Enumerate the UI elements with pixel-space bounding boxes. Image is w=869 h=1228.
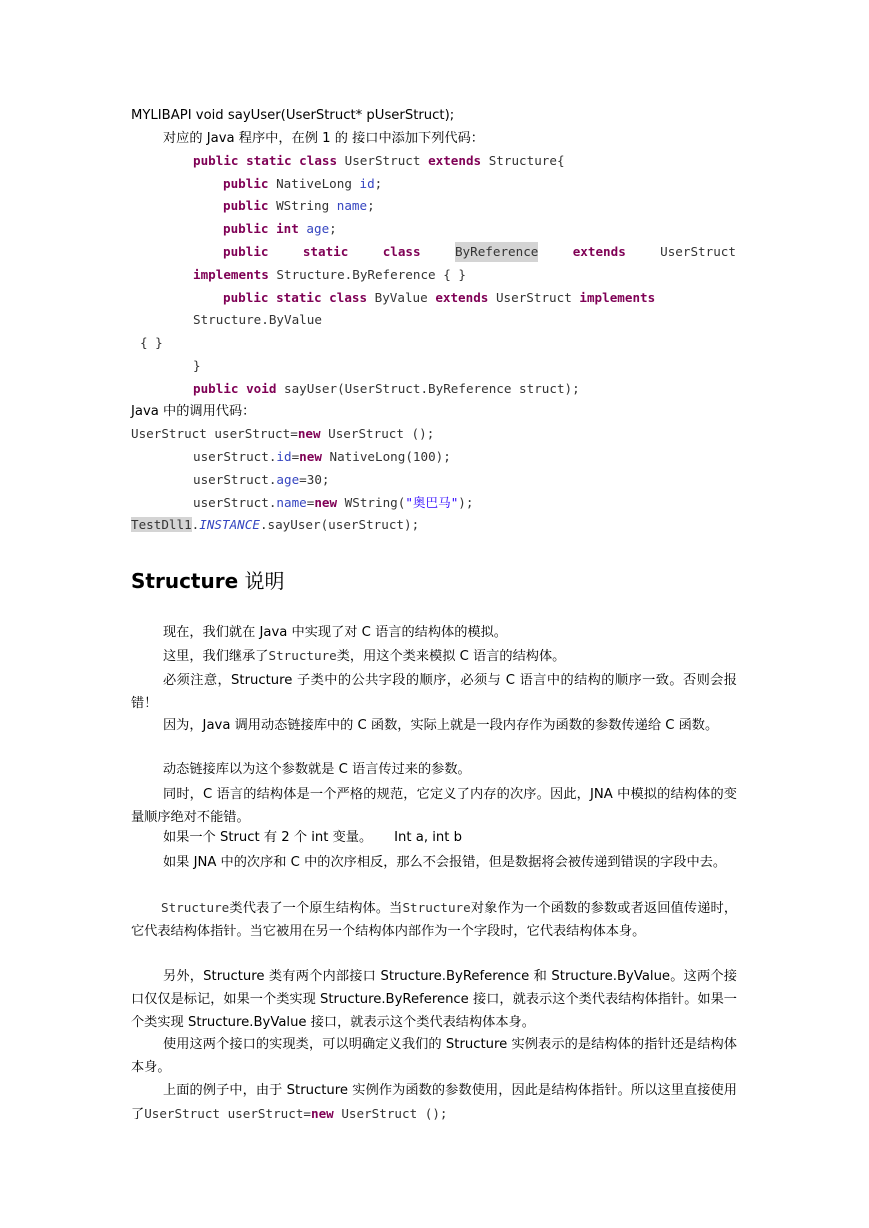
code-line-structure-byvalue: Structure.ByValue <box>193 312 322 327</box>
keyword: public <box>223 244 269 259</box>
inline-code: UserStruct (); <box>333 1106 448 1121</box>
paragraph-3: 必须注意，Structure 子类中的公共字段的顺序，必须与 C 语言中的结构的顺序一致。否则会报错！ <box>131 673 737 711</box>
keyword: static <box>302 244 349 259</box>
keyword: public <box>223 198 269 213</box>
code-text: Structure{ <box>481 153 565 168</box>
code-text: UserStruct <box>660 244 736 259</box>
code-text: WString <box>268 198 337 213</box>
keyword: extends <box>435 290 489 305</box>
keyword: extends <box>572 244 626 259</box>
keyword: class <box>382 244 421 259</box>
code-line-set-age <box>193 470 330 490</box>
text: Int a, int b <box>394 830 463 845</box>
code-line-close-brace: } <box>193 358 201 373</box>
code-text: ); <box>458 495 474 510</box>
inline-code: UserStruct userStruct= <box>144 1106 311 1121</box>
code-text: ByValue <box>367 290 436 305</box>
code-line-byreference <box>223 242 736 262</box>
highlighted-identifier: ByReference <box>455 242 538 262</box>
code-text: = <box>291 449 300 464</box>
keyword: implements <box>579 290 656 305</box>
code-line-empty-braces: { } <box>140 335 163 350</box>
paragraph-11: 使用这两个接口的实现类，可以明确定义我们的 Structure 实例表示的是结构体的指针还是结构体本身。 <box>131 1037 737 1075</box>
paragraph-7 <box>163 828 462 848</box>
field-name: age <box>276 472 300 487</box>
keyword: public static class <box>193 153 338 168</box>
paragraph-9 <box>131 896 737 943</box>
code-line-field-age <box>223 219 337 239</box>
keyword: new <box>297 426 321 441</box>
code-line-implements-byreference <box>193 265 466 285</box>
code-text: ; <box>374 176 383 191</box>
code-text: userStruct. <box>193 449 277 464</box>
code-line-sayuser <box>193 379 580 399</box>
section-heading-zh: 说明 <box>238 569 285 593</box>
code-text: ; <box>367 198 375 213</box>
paragraph-4: 因为，Java 调用动态链接库中的 C 函数，实际上就是一段内存作为函数的参数传递给 C 函数。 <box>163 718 719 733</box>
code-text: NativeLong(100); <box>321 449 451 464</box>
keyword: new <box>299 449 322 464</box>
code-text: sayUser(UserStruct.ByReference struct); <box>276 381 580 396</box>
intro-text: 对应的 Java 程序中，在例 1 的 接口中添加下列代码： <box>163 131 484 146</box>
code-line-field-name <box>223 196 375 216</box>
code-line-set-id <box>193 447 451 467</box>
code-text: userStruct. <box>193 472 277 487</box>
paragraph-1: 现在，我们就在 Java 中实现了对 C 语言的结构体的模拟。 <box>163 625 507 640</box>
code-text: . <box>191 517 200 532</box>
keyword: public int <box>223 221 299 236</box>
paragraph-2 <box>163 646 565 667</box>
section-heading-latin: Structure <box>131 569 239 593</box>
code-text: userStruct. <box>193 495 277 510</box>
declaration-line: MYLIBAPI void sayUser(UserStruct* pUserStruct); <box>131 108 455 123</box>
code-line-set-name <box>193 493 473 513</box>
code-line-invoke <box>131 515 419 535</box>
paragraph-10: 另外，Structure 类有两个内部接口 Structure.ByReference 和 Structure.ByValue。这两个接口仅仅是标记，如果一个类实现 Structure.ByReference 接口，就表示这个类代表结构体指针。如果一个类实现 Structure.ByValue 接口，就表示这个类代表结构体本身。 <box>131 969 737 1030</box>
inline-code-keyword: new <box>311 1106 334 1121</box>
text: 这里，我们继承了 <box>163 649 269 664</box>
paragraph-12 <box>131 1079 737 1126</box>
code-text: Structure.ByReference { } <box>268 267 466 282</box>
code-text: UserStruct userStruct= <box>131 426 298 441</box>
string-literal: "奥巴马" <box>405 495 459 510</box>
field-name: name <box>336 198 368 213</box>
keyword: extends <box>428 153 482 168</box>
text: 如果一个 Struct 有 2 个 int 变量。 <box>163 830 373 845</box>
code-text: UserStruct (); <box>320 426 435 441</box>
code-line-new-userstruct <box>131 424 434 444</box>
paragraph-8: 如果 JNA 中的次序和 C 中的次序相反，那么不会报错，但是数据将会被传递到错误的字段中去。 <box>163 855 727 870</box>
code-text: WString( <box>337 495 406 510</box>
keyword: implements <box>193 267 269 282</box>
inline-code: Structure <box>161 900 230 915</box>
code-text: UserStruct <box>488 290 580 305</box>
paragraph-5: 动态链接库以为这个参数就是 C 语言传过来的参数。 <box>163 762 471 777</box>
keyword: public <box>223 176 269 191</box>
code-line-field-id <box>223 174 382 194</box>
code-text: ; <box>329 221 337 236</box>
highlighted-identifier: TestDll1 <box>131 517 192 532</box>
section-heading <box>131 566 285 596</box>
code-line-byvalue <box>223 288 655 308</box>
field-name: id <box>359 176 375 191</box>
text: 上面的例子中，由于 Structure 实例作为函数的参数使用，因此是结构体指针。所以这里直接使用了 <box>131 1083 737 1122</box>
java-call-heading: Java 中的调用代码： <box>131 404 256 419</box>
field-name: name <box>276 495 307 510</box>
code-text: =30; <box>299 472 330 487</box>
static-field: INSTANCE <box>199 517 260 532</box>
code-text: .sayUser(userStruct); <box>259 517 420 532</box>
field-name: age <box>298 221 330 236</box>
code-line-class-decl <box>193 151 565 171</box>
code-text: = <box>306 495 315 510</box>
keyword: public void <box>193 381 277 396</box>
text: 类代表了一个原生结构体。当 <box>229 901 403 916</box>
code-text: UserStruct <box>337 153 429 168</box>
keyword: new <box>314 495 338 510</box>
text: 对象作为一个函数的参数或者返回值传递时，它代表结构体指针。当它被用在另一个结构体内部作为一个字段时，它代表结构体本身。 <box>131 901 738 939</box>
field-name: id <box>276 449 292 464</box>
text: 类，用这个类来模拟 C 语言的结构体。 <box>336 649 566 664</box>
inline-code: Structure <box>268 648 337 663</box>
keyword: public static class <box>223 290 368 305</box>
code-text: NativeLong <box>268 176 360 191</box>
paragraph-6: 同时，C 语言的结构体是一个严格的规范，它定义了内存的次序。因此，JNA 中模拟的结构体的变量顺序绝对不能错。 <box>131 787 737 825</box>
inline-code: Structure <box>402 900 471 915</box>
